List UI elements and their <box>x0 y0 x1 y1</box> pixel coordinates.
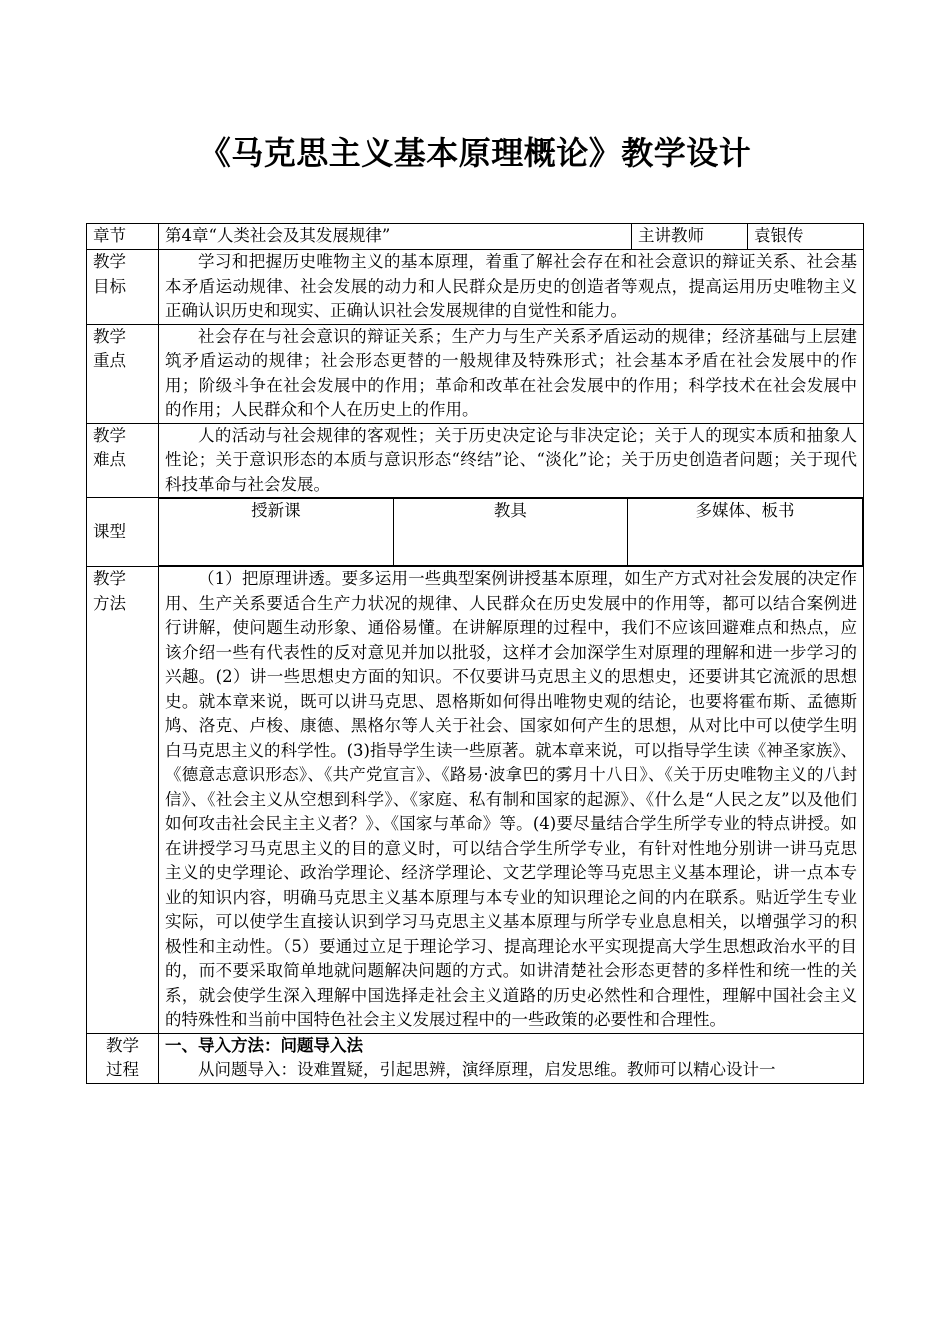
difficulty-content <box>159 423 864 498</box>
goal-text: 学习和把握历史唯物主义的基本原理，着重了解社会存在和社会意识的辩证关系、社会基本矛盾运动规律、社会发展的动力和人民群众是历史的创造者等观点，提高运用历史唯物主义正确认识历史和现实、正确认识社会发展规律的自觉性和能力。 <box>165 252 857 320</box>
focus-label <box>87 324 159 423</box>
row-process <box>87 1033 864 1083</box>
focus-label-line2: 重点 <box>93 351 126 370</box>
process-label-line1: 教学 <box>106 1035 139 1055</box>
type-label: 课型 <box>87 498 159 567</box>
row-goal <box>87 250 864 325</box>
method-label-line2: 方法 <box>93 593 126 613</box>
difficulty-label-line2: 难点 <box>93 450 126 469</box>
focus-text: 社会存在与社会意识的辩证关系；生产力与生产关系矛盾运动的规律；经济基础与上层建筑矛盾运动的规律；社会形态更替的一般规律及特殊形式；社会基本矛盾在社会发展中的作用；阶级斗争在社会发展中的作用；革命和改革在社会发展中的作用；科学技术在社会发展中的作用；人民群众和个人在历史上的作用。 <box>165 326 857 419</box>
goal-content <box>159 250 864 325</box>
document-title: 《马克思主义基本原理概论》教学设计 <box>198 134 752 172</box>
lesson-plan-table <box>86 223 864 1084</box>
goal-label <box>87 250 159 325</box>
teacher-label: 主讲教师 <box>632 224 748 250</box>
goal-label-line1: 教学 <box>93 252 126 271</box>
goal-label-line2: 目标 <box>93 276 126 296</box>
type-value: 授新课 <box>159 499 393 566</box>
process-label <box>87 1033 159 1083</box>
method-text: （1）把原理讲透。要多运用一些典型案例讲授基本原理，如生产方式对社会发展的决定作用、生产关系要适合生产力状况的规律、人民群众在历史发展中的作用等，都可以结合案例进行讲解，使问题生动形象、通俗易懂。在讲解原理的过程中，我们不应该回避难点和热点，应该介绍一些有代表性的反对意见并加以批驳，这样才会加深学生对原理的理解和进一步学习的兴趣。(2）讲一些思想史方面的知识。不仅要讲马克思主义的思想史，还要讲其它流派的思想史。就本章来说，既可以讲马克思、恩格斯如何得出唯物史观的结论，也要将霍布斯、孟德斯鸠、洛克、卢梭、康德、黑格尔等人关于社会、国家如何产生的思想，从对比中可以使学生明白马克思主义的科学性。(3)指导学生读一些原著。就本章来说，可以指导学生读《神圣家族》、《德意志意识形态》、《共产党宣言》、《路易·波拿巴的雾月十八日》、《关于历史唯物主义的八封信》、《社会主义从空想到科学》、《家庭、私有制和国家的起源》、《什么是“人民之友”以及他们如何攻击社会民主主义者？》、《国家与革命》等。(4)要尽量结合学生所学专业的特点讲授。如在讲授学习马克思主义的目的意义时，可以结合学生所学专业，有针对性地分别讲一讲马克思主义的史学理论、政治学理论、经济学理论、文艺学理论等马克思主义基本理论，讲一点本专业的知识内容，明确马克思主义基本原理与本专业的知识理论之间的内在联系。贴近学生专业实际，可以使学生直接认识到学习马克思主义基本原理与所学专业息息相关，以增强学习的积极性和主动性。（5）要通过立足于理论学习、提高理论水平实现提高大学生思想政治水平的目的，而不要采取简单地就问题解决问题的方式。如讲清楚社会形态更替的多样性和统一性的关系，就会使学生深入理解中国选择走社会主义道路的历史必然性和合理性，理解中国社会主义的特殊性和当前中国特色社会主义发展过程中的一些政策的必要性和合理性。 <box>165 569 857 1029</box>
tools-value: 多媒体、板书 <box>628 499 863 566</box>
tools-label: 教具 <box>393 499 627 566</box>
row-method <box>87 567 864 1034</box>
focus-content <box>159 324 864 423</box>
row-lesson-type <box>87 498 864 567</box>
process-heading: 一、导入方法：问题导入法 <box>165 1035 363 1055</box>
process-label-line2: 过程 <box>106 1060 139 1079</box>
method-label <box>87 567 159 1034</box>
method-content <box>159 567 864 1034</box>
row-difficulty <box>87 423 864 498</box>
chapter-value: 第4章“人类社会及其发展规律” <box>159 224 632 250</box>
teacher-name: 袁银传 <box>748 224 864 250</box>
type-content <box>159 498 864 567</box>
type-inner-table <box>159 498 863 566</box>
difficulty-text: 人的活动与社会规律的客观性；关于历史决定论与非决定论；关于人的现实本质和抽象人性论；关于意识形态的本质与意识形态“终结”论、“淡化”论；关于历史创造者问题；关于现代科技革命与社会发展。 <box>165 425 857 494</box>
method-label-line1: 教学 <box>93 569 126 588</box>
process-text: 从问题导入：设难置疑，引起思辨，演绎原理，启发思维。教师可以精心设计一 <box>198 1060 776 1079</box>
row-chapter <box>87 224 864 250</box>
difficulty-label <box>87 423 159 498</box>
process-content <box>159 1033 864 1083</box>
chapter-label: 章节 <box>87 224 159 250</box>
row-focus <box>87 324 864 423</box>
difficulty-label-line1: 教学 <box>93 425 126 445</box>
focus-label-line1: 教学 <box>93 326 126 346</box>
